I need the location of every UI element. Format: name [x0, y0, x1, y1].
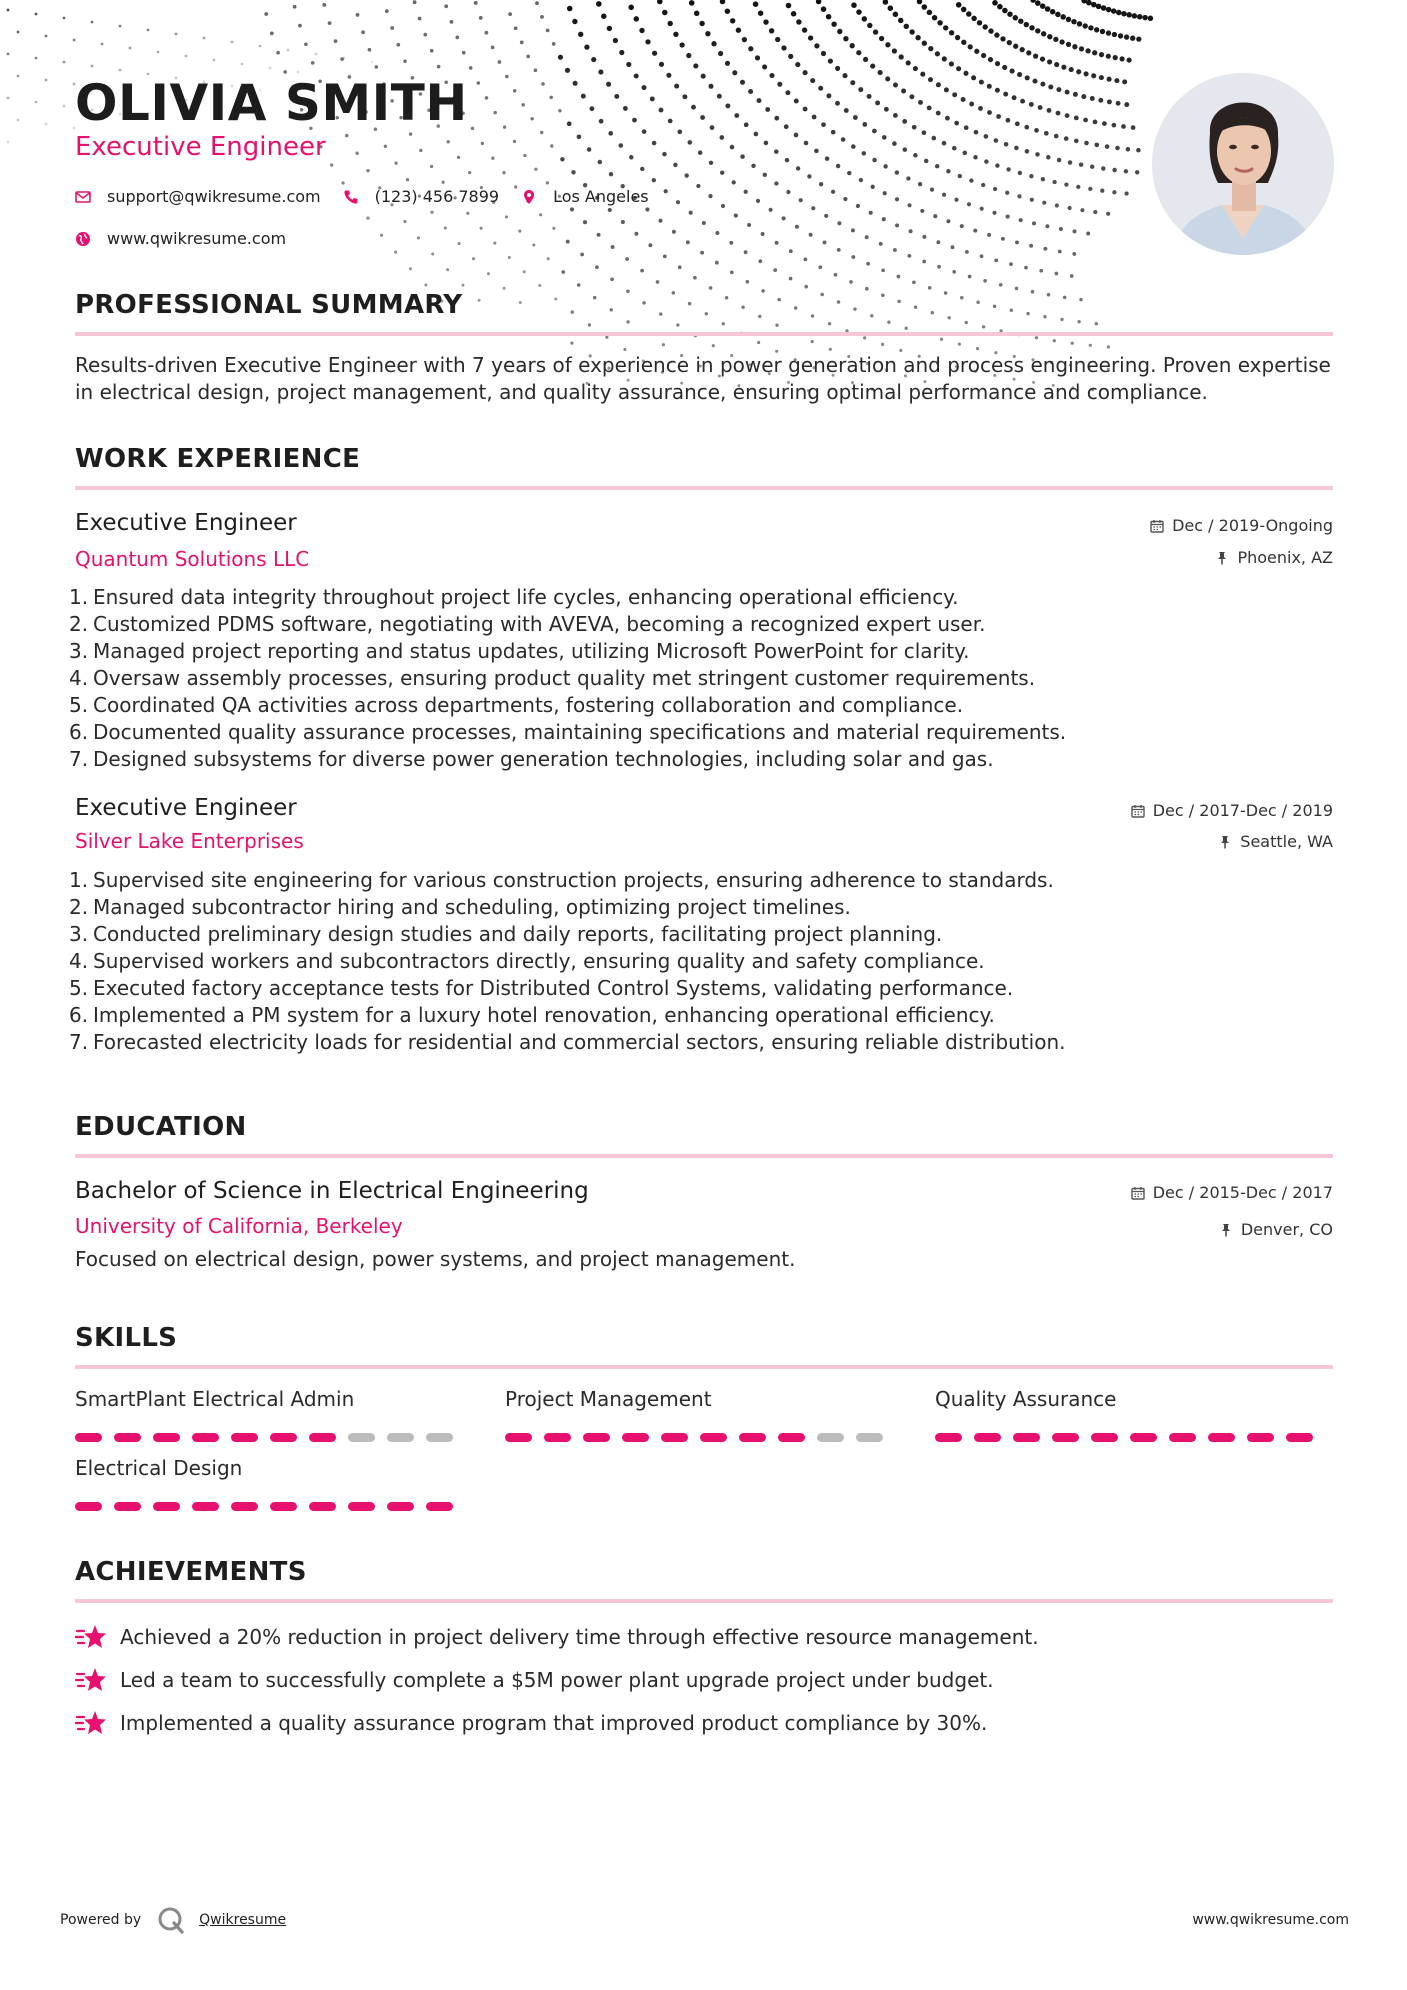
- skill-rating: [75, 1502, 505, 1511]
- skill-rating-dash: [387, 1502, 414, 1511]
- skill-rating-dash: [231, 1502, 258, 1511]
- job-dates: [1131, 801, 1333, 820]
- skill-rating-dash: [974, 1433, 1001, 1442]
- job-dates-text: Dec / 2019-Ongoing: [1172, 516, 1333, 535]
- list-item: 3. Conducted preliminary design studies and daily reports, facilitating project planning.: [69, 922, 943, 946]
- resume-header: [75, 0, 1333, 290]
- list-item: 4. Oversaw assembly processes, ensuring product quality met stringent customer requirements.: [69, 666, 1036, 690]
- skill-rating-dash: [114, 1502, 141, 1511]
- experience-heading: WORK EXPERIENCE: [75, 444, 361, 474]
- phone-icon: [343, 189, 359, 205]
- job-entry: [69, 795, 1333, 1056]
- skill-rating-dash: [231, 1433, 258, 1442]
- education-description: Focused on electrical design, power systems, and project management.: [75, 1247, 796, 1271]
- skill-rating-dash: [387, 1433, 414, 1442]
- list-item: 7. Forecasted electricity loads for residential and commercial sectors, ensuring reliable distribution.: [69, 1030, 1066, 1054]
- skill-rating-dash: [270, 1433, 297, 1442]
- map-pin-icon: [521, 189, 537, 205]
- skill-rating-dash: [544, 1433, 571, 1442]
- skill-rating-dash: [75, 1433, 102, 1442]
- achievements-section: [75, 1557, 1333, 1744]
- job-entry: [69, 510, 1333, 773]
- bullet-text: Coordinated QA activities across departments, fostering collaboration and compliance.: [93, 693, 964, 717]
- section-divider: [75, 1154, 1333, 1158]
- skill-rating: [505, 1433, 935, 1442]
- job-company: Quantum Solutions LLC: [75, 547, 310, 571]
- skill-rating-dash: [1169, 1433, 1196, 1442]
- skill-rating-dash: [622, 1433, 649, 1442]
- calendar-icon: [1131, 1186, 1145, 1200]
- achievements-heading: ACHIEVEMENTS: [75, 1557, 307, 1587]
- star-icon: [75, 1623, 108, 1651]
- skill-item: [935, 1387, 1335, 1442]
- education-dates-text: Dec / 2015-Dec / 2017: [1152, 1183, 1333, 1202]
- skills-section: [75, 1323, 1333, 1511]
- list-item: [75, 1658, 1333, 1701]
- skill-item: [75, 1387, 505, 1442]
- bullet-text: Designed subsystems for diverse power generation technologies, including solar and gas.: [93, 747, 994, 771]
- skill-rating: [935, 1433, 1335, 1442]
- bullet-text: Managed subcontractor hiring and scheduling, optimizing project timelines.: [93, 895, 851, 919]
- profile-photo: [1152, 73, 1334, 255]
- job-title: Executive Engineer: [75, 510, 297, 536]
- job-title: Executive Engineer: [75, 795, 297, 821]
- skill-rating-dash: [192, 1433, 219, 1442]
- skill-rating-dash: [75, 1502, 102, 1511]
- contact-website[interactable]: [75, 229, 286, 248]
- bullet-text: Supervised workers and subcontractors directly, ensuring quality and safety compliance.: [93, 949, 985, 973]
- skill-rating-dash: [739, 1433, 766, 1442]
- bullet-text: Ensured data integrity throughout project life cycles, enhancing operational efficiency.: [93, 585, 959, 609]
- skill-rating-dash: [309, 1433, 336, 1442]
- skill-rating-dash: [270, 1502, 297, 1511]
- list-item: 5. Executed factory acceptance tests for Distributed Control Systems, validating performance.: [69, 976, 1014, 1000]
- skill-rating-dash: [583, 1433, 610, 1442]
- education-location: [1219, 1220, 1333, 1239]
- achievement-text: Led a team to successfully complete a $5M power plant upgrade project under budget.: [120, 1667, 994, 1692]
- list-item: 6. Documented quality assurance processes, maintaining specifications and material requirements.: [69, 720, 1067, 744]
- degree-title: Bachelor of Science in Electrical Engineering: [75, 1178, 589, 1204]
- pushpin-icon: [1218, 835, 1232, 849]
- skill-rating-dash: [153, 1502, 180, 1511]
- job-company: Silver Lake Enterprises: [75, 829, 304, 853]
- skill-rating-dash: [700, 1433, 727, 1442]
- skill-rating-dash: [1130, 1433, 1157, 1442]
- skill-rating-dash: [1286, 1433, 1313, 1442]
- skill-rating-dash: [192, 1502, 219, 1511]
- education-dates: [1131, 1183, 1333, 1202]
- list-item: [75, 1701, 1333, 1744]
- list-item: 4. Supervised workers and subcontractors directly, ensuring quality and safety compliance.: [69, 949, 985, 973]
- list-item: 7. Designed subsystems for diverse power generation technologies, including solar and gas.: [69, 747, 994, 771]
- contact-location: [521, 187, 649, 206]
- bullet-text: Conducted preliminary design studies and daily reports, facilitating project planning.: [93, 922, 943, 946]
- bullet-text: Managed project reporting and status updates, utilizing Microsoft PowerPoint for clarity.: [93, 639, 970, 663]
- skill-rating-dash: [817, 1433, 844, 1442]
- job-location: [1215, 548, 1333, 567]
- list-item: 6. Implemented a PM system for a luxury hotel renovation, enhancing operational efficiency.: [69, 1003, 995, 1027]
- skill-rating: [75, 1433, 505, 1442]
- skill-rating-dash: [856, 1433, 883, 1442]
- job-bullets: [69, 867, 1333, 1056]
- powered-by: [60, 1906, 286, 1934]
- calendar-icon: [1150, 519, 1164, 533]
- education-section: [75, 1112, 1333, 1273]
- envelope-icon: [75, 189, 91, 205]
- education-location-text: Denver, CO: [1240, 1220, 1333, 1239]
- list-item: [75, 1615, 1333, 1658]
- list-item: 2. Customized PDMS software, negotiating with AVEVA, becoming a recognized expert user.: [69, 612, 986, 636]
- qwikresume-logo-icon: [157, 1906, 185, 1934]
- skill-rating-dash: [426, 1433, 453, 1442]
- job-location-text: Seattle, WA: [1240, 832, 1333, 851]
- section-divider: [75, 332, 1333, 336]
- resume-page: [69, 0, 1333, 1744]
- job-dates: [1150, 516, 1333, 535]
- skill-rating-dash: [1052, 1433, 1079, 1442]
- skill-rating-dash: [505, 1433, 532, 1442]
- skill-rating-dash: [348, 1502, 375, 1511]
- bullet-text: Implemented a PM system for a luxury hotel renovation, enhancing operational efficiency.: [93, 1003, 995, 1027]
- experience-section: [69, 444, 1333, 1056]
- pushpin-icon: [1219, 1223, 1233, 1237]
- skills-heading: SKILLS: [75, 1323, 178, 1353]
- bullet-text: Documented quality assurance processes, maintaining specifications and material requirements.: [93, 720, 1067, 744]
- achievements-list: [75, 1615, 1333, 1744]
- school-name: University of California, Berkeley: [75, 1214, 403, 1238]
- contact-phone-text: (123) 456 7899: [374, 187, 500, 206]
- skill-name: Electrical Design: [75, 1456, 243, 1480]
- skill-name: SmartPlant Electrical Admin: [75, 1387, 355, 1411]
- page-footer: [0, 1900, 1407, 1940]
- contact-email[interactable]: [75, 187, 321, 206]
- section-divider: [75, 1365, 1333, 1369]
- achievement-text: Achieved a 20% reduction in project delivery time through effective resource management.: [120, 1624, 1039, 1649]
- skill-item: [75, 1456, 505, 1511]
- skill-rating-dash: [114, 1433, 141, 1442]
- contact-website-text: www.qwikresume.com: [107, 229, 287, 248]
- bullet-text: Oversaw assembly processes, ensuring product quality met stringent customer requirements.: [93, 666, 1036, 690]
- section-divider: [75, 486, 1333, 490]
- footer-website[interactable]: www.qwikresume.com: [1192, 1912, 1349, 1928]
- list-item: 2. Managed subcontractor hiring and scheduling, optimizing project timelines.: [69, 895, 851, 919]
- skill-name: Project Management: [505, 1387, 712, 1411]
- skills-grid: [75, 1387, 1333, 1511]
- job-location: [1218, 832, 1333, 851]
- skill-rating-dash: [1208, 1433, 1235, 1442]
- list-item: 1. Ensured data integrity throughout project life cycles, enhancing operational efficiency.: [69, 585, 959, 609]
- brand-link[interactable]: Qwikresume: [199, 1912, 287, 1928]
- education-heading: EDUCATION: [75, 1112, 247, 1142]
- star-icon: [75, 1709, 108, 1737]
- skill-rating-dash: [348, 1433, 375, 1442]
- skill-rating-dash: [778, 1433, 805, 1442]
- achievement-text: Implemented a quality assurance program that improved product compliance by 30%.: [120, 1710, 988, 1735]
- contact-email-text: support@qwikresume.com: [107, 187, 321, 206]
- job-dates-text: Dec / 2017-Dec / 2019: [1152, 801, 1333, 820]
- skill-rating-dash: [935, 1433, 962, 1442]
- calendar-icon: [1131, 804, 1145, 818]
- skill-rating-dash: [426, 1502, 453, 1511]
- star-icon: [75, 1666, 108, 1694]
- education-entry: [75, 1178, 1333, 1273]
- skill-rating-dash: [661, 1433, 688, 1442]
- skill-rating-dash: [153, 1433, 180, 1442]
- skill-rating-dash: [1091, 1433, 1118, 1442]
- candidate-name: OLIVIA SMITH: [75, 74, 468, 132]
- contact-row: [75, 187, 671, 206]
- candidate-role: Executive Engineer: [75, 132, 326, 162]
- skill-item: [505, 1387, 935, 1442]
- bullet-text: Customized PDMS software, negotiating with AVEVA, becoming a recognized expert user.: [93, 612, 986, 636]
- contact-row-2: [75, 229, 308, 248]
- portrait-illustration: [1152, 73, 1334, 255]
- list-item: 5. Coordinated QA activities across departments, fostering collaboration and compliance.: [69, 693, 964, 717]
- job-bullets: [69, 584, 1333, 773]
- contact-phone[interactable]: [343, 187, 499, 206]
- contact-location-text: Los Angeles: [553, 187, 649, 206]
- section-divider: [75, 1599, 1333, 1603]
- skill-rating-dash: [1013, 1433, 1040, 1442]
- bullet-text: Forecasted electricity loads for residential and commercial sectors, ensuring reliable distribution.: [93, 1030, 1066, 1054]
- summary-text: Results-driven Executive Engineer with 7 years of experience in power generation and process engineering. Proven expertise in electrical design, project management, and quality assurance, ensuring optimal performance and compliance.: [75, 353, 1331, 404]
- powered-by-label: Powered by: [60, 1912, 142, 1928]
- skill-rating-dash: [1247, 1433, 1274, 1442]
- summary-section: [75, 290, 1333, 406]
- bullet-text: Executed factory acceptance tests for Distributed Control Systems, validating performance.: [93, 976, 1014, 1000]
- list-item: 1. Supervised site engineering for various construction projects, ensuring adherence to standards.: [69, 868, 1054, 892]
- pushpin-icon: [1215, 551, 1229, 565]
- summary-heading: PROFESSIONAL SUMMARY: [75, 290, 463, 320]
- globe-icon: [75, 231, 91, 247]
- skill-name: Quality Assurance: [935, 1387, 1117, 1411]
- list-item: 3. Managed project reporting and status updates, utilizing Microsoft PowerPoint for clarity.: [69, 639, 970, 663]
- bullet-text: Supervised site engineering for various construction projects, ensuring adherence to standards.: [93, 868, 1054, 892]
- skill-rating-dash: [309, 1502, 336, 1511]
- job-location-text: Phoenix, AZ: [1237, 548, 1333, 567]
